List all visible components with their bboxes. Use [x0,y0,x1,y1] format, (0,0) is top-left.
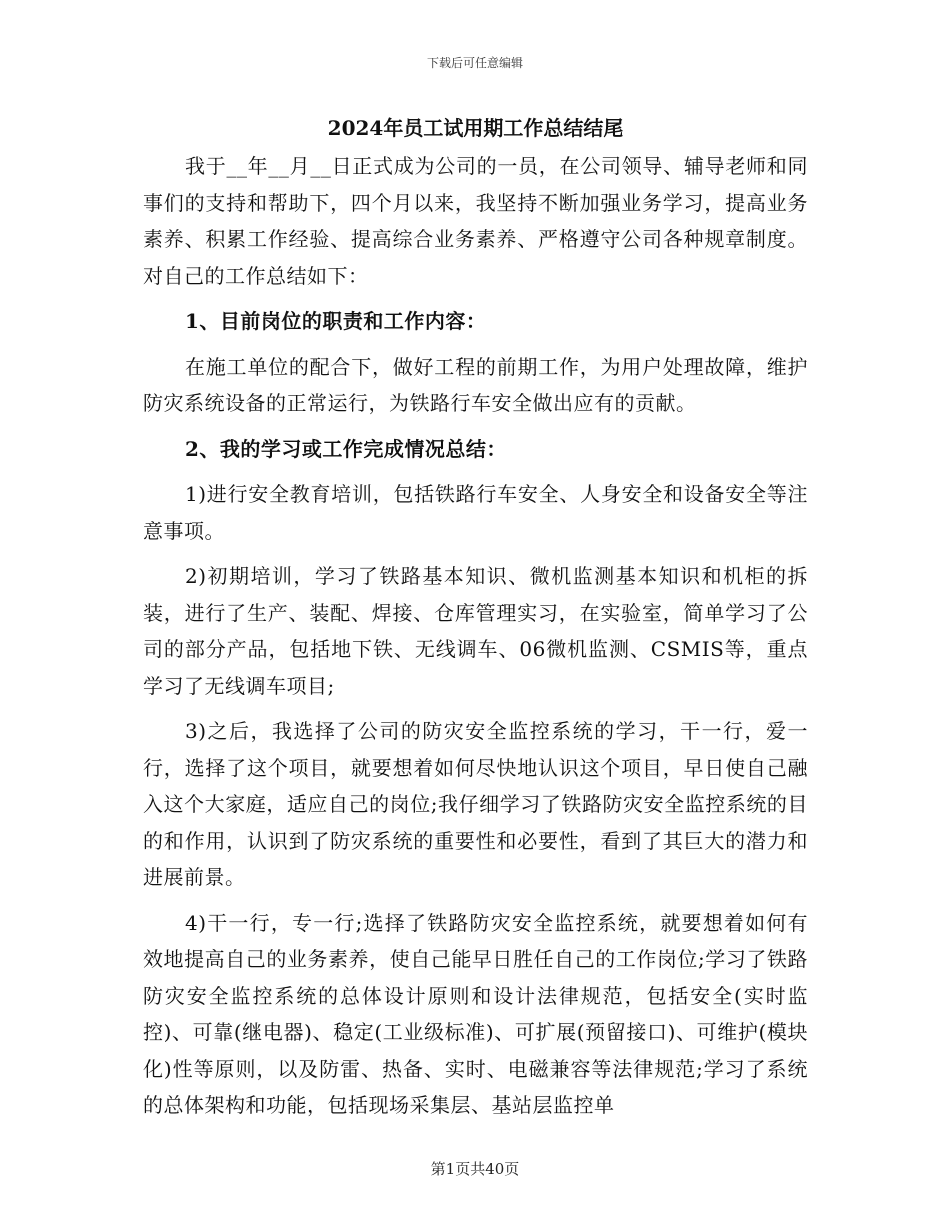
document-body [143,110,808,1124]
summary-item-1: 1)进行安全教育培训，包括铁路行车安全、人身安全和设备安全等注意事项。 [143,482,808,543]
duties-paragraph: 在施工单位的配合下，做好工程的前期工作，为用户处理故障，维护防灾系统设备的正常运行，为铁路行车安全做出应有的贡献。 [143,354,808,415]
page-number-footer: 第1页共40页 [430,1160,520,1178]
summary-item-4: 4)干一行，专一行;选择了铁路防灾安全监控系统，就要想着如何有效地提高自己的业务素养，使自己能早日胜任自己的工作岗位;学习了铁路防灾安全监控系统的总体设计原则和设计法律规范，包括安全(实时监控)、可靠(继电器)、稳定(工业级标准)、可扩展(预留接口)、可维护(模块化)性等原则，以及防雷、热备、实时、电磁兼容等法律规范;学习了系统的总体架构和功能，包括现场采集层、基站层监控单 [143,910,808,1117]
section-heading-duties: 1、目前岗位的职责和工作内容： [185,309,487,333]
summary-item-2: 2)初期培训，学习了铁路基本知识、微机监测基本知识和机柜的拆装，进行了生产、装配、焊接、仓库管理实习，在实验室，简单学习了公司的部分产品，包括地下铁、无线调车、06微机监测、CSMIS等，重点学习了无线调车项目; [143,564,808,698]
summary-item-3: 3)之后，我选择了公司的防灾安全监控系统的学习，干一行，爱一行，选择了这个项目，就要想着如何尽快地认识这个项目，早日使自己融入这个大家庭，适应自己的岗位;我仔细学习了铁路防灾安全监控系统的目的和作用，认识到了防灾系统的重要性和必要性，看到了其巨大的潜力和进展前景。 [143,719,808,889]
section-heading-summary: 2、我的学习或工作完成情况总结： [185,436,507,461]
document-title: 2024年员工试用期工作总结结尾 [327,116,624,140]
header-note: 下载后可任意编辑 [426,56,523,70]
intro-paragraph: 我于__年__月__日正式成为公司的一员，在公司领导、辅导老师和同事们的支持和帮助下，四个月以来，我坚持不断加强业务学习，提高业务素养、积累工作经验、提高综合业务素养、严格遵守公司各种规章制度。对自己的工作总结如下： [143,154,808,288]
